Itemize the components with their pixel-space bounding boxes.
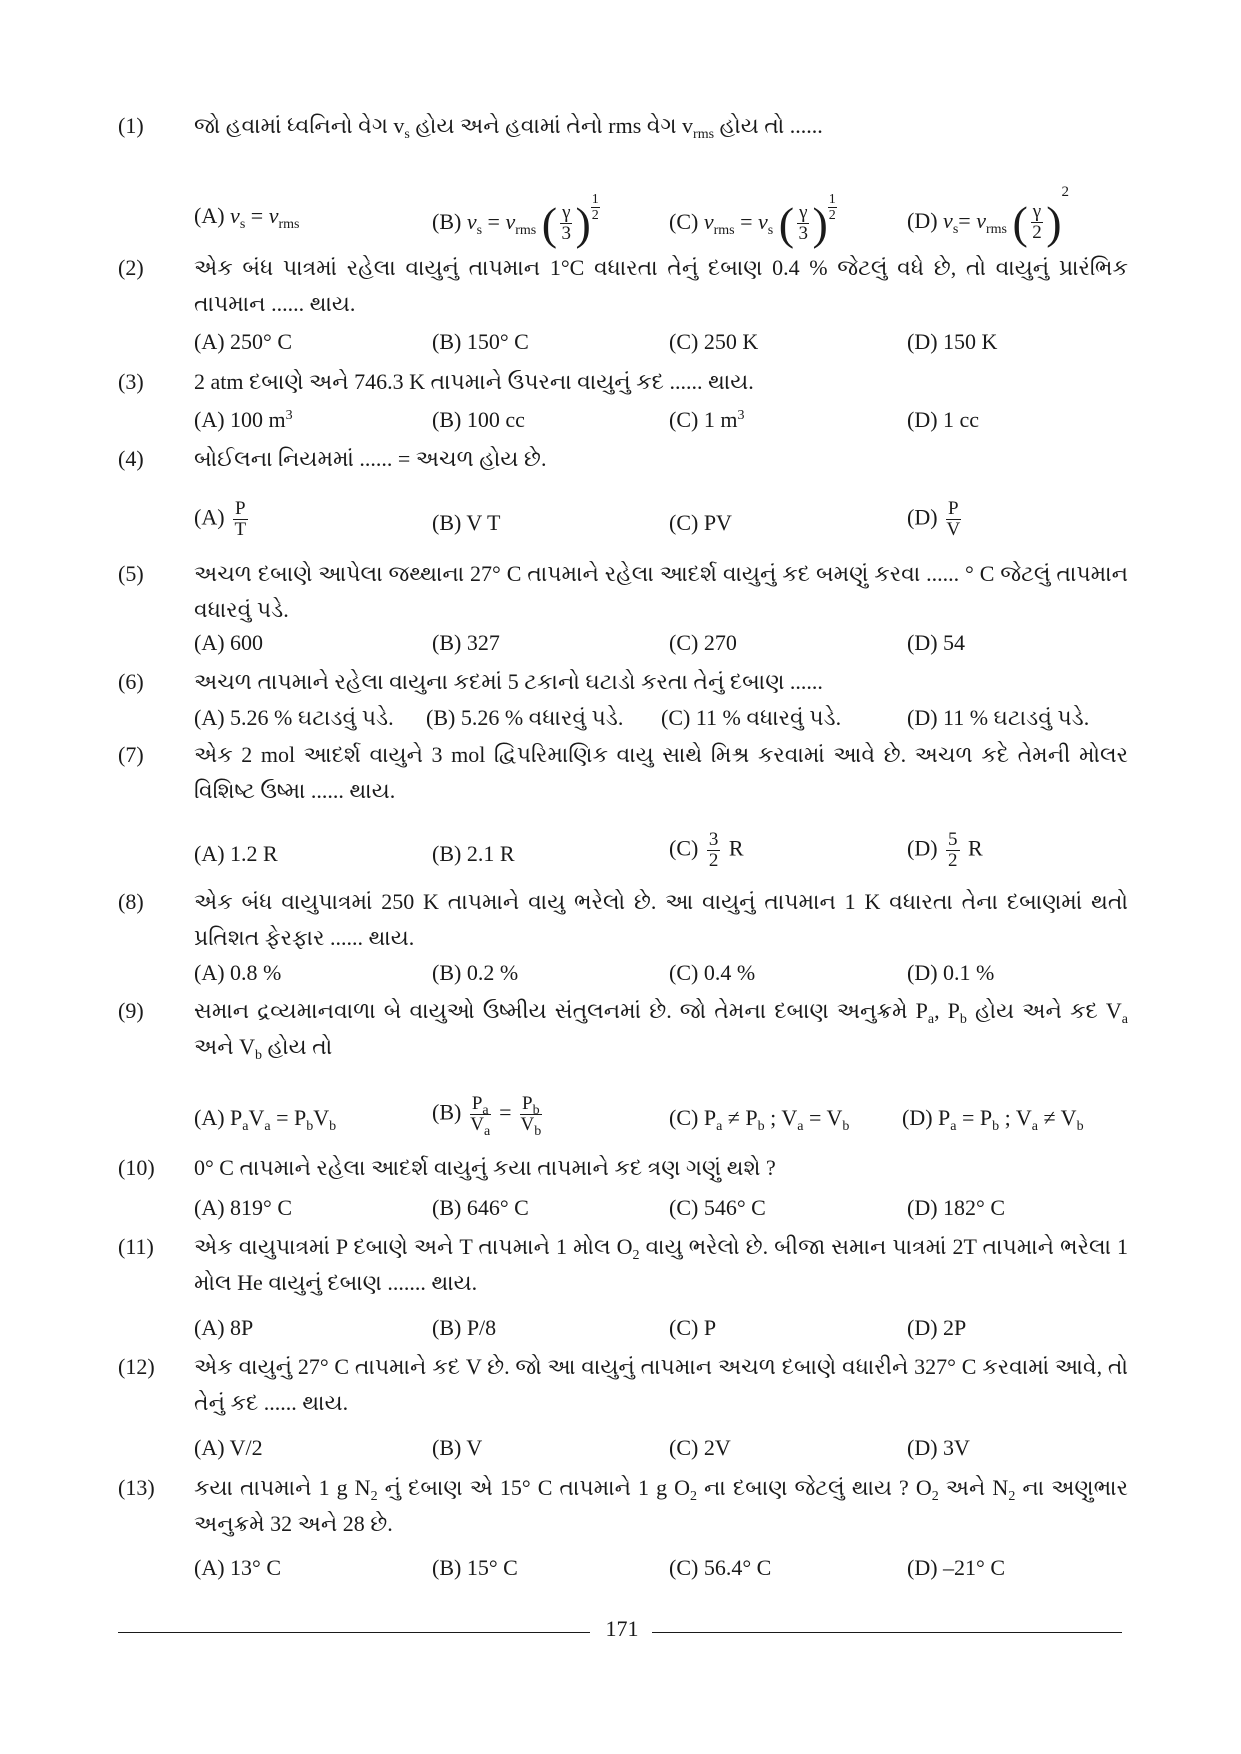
options-4 — [194, 498, 1134, 541]
question-text: બોઈલના નિયમમાં ...... = અચળ હોય છે. — [194, 446, 547, 471]
option-b: (B) 5.26 % વધારવું પડે. — [426, 705, 624, 730]
page-number: 171 — [605, 1616, 639, 1641]
question-number: (11) — [118, 1234, 154, 1259]
option-a: (A) 5.26 % ઘટાડવું પડે. — [194, 705, 394, 730]
option-a: (A) $\frac{P}{T}$ — [194, 498, 247, 540]
option-a: (A) 100 $m^3$ — [194, 407, 293, 432]
question-text: અચળ તાપમાને રહેલા વાયુના કદમાં 5 ટકાનો ઘટાડો કરતા તેનું દબાણ ...... — [194, 669, 823, 694]
option-a: (A) 13° C — [194, 1555, 282, 1580]
options-11 — [194, 1310, 1134, 1346]
question-13 — [118, 1470, 1128, 1542]
question-number: (10) — [118, 1155, 155, 1180]
question-3 — [118, 364, 1128, 400]
option-c: (C) 1 $m^3$ — [669, 407, 745, 432]
option-c: (C) $P_a \ne P_b$ ; $V_a = V_b$ — [669, 1105, 850, 1134]
option-b: (B) 646° C — [432, 1195, 529, 1220]
option-d: (D) $v_s= v_{rms}$ ( $\frac{\gamma}{2}$ )$^2$ — [907, 184, 1070, 248]
question-number: (9) — [118, 998, 144, 1023]
options-10 — [194, 1190, 1134, 1226]
option-b: (B) 327 — [432, 630, 500, 655]
option-c: (C) 11 % વધારવું પડે. — [661, 705, 842, 730]
option-b: (B) V — [432, 1435, 483, 1460]
question-number: (2) — [118, 255, 144, 280]
question-text: અચળ દબાણે આપેલા જથ્થાના 27° C તાપમાને રહેલા આદર્શ વાયુનું કદ બમણું કરવા ...... ° C જેટલું તાપમાન વધારવું પડે. — [194, 561, 1128, 622]
question-5 — [118, 556, 1128, 628]
option-b: (B) 150° C — [432, 329, 529, 354]
question-text: સમાન દ્રવ્યમાનવાળા બે વાયુઓ ઉષ્મીય સંતુલનમાં છે. જો તેમના દબાણ અનુક્રમે $P_a$, $P_b$ હોય અને કદ $V_a$ અને $V_b$ હોય તો — [194, 998, 1128, 1063]
options-3 — [194, 402, 1134, 438]
option-d: (D) $P_a = P_b$ ; $V_a \ne V_b$ — [902, 1105, 1084, 1134]
option-b: (B) 100 cc — [432, 407, 525, 432]
question-number: (7) — [118, 742, 144, 767]
options-13 — [194, 1550, 1134, 1586]
question-8 — [118, 884, 1128, 956]
question-text: 0° C તાપમાને રહેલા આદર્શ વાયુનું કયા તાપમાને કદ ત્રણ ગણું થશે ? — [194, 1155, 776, 1180]
option-c: (C) $\frac{3}{2}$ R — [669, 829, 744, 871]
option-a: (A) 600 — [194, 630, 264, 655]
question-text: કયા તાપમાને 1 g $N_2$ નું દબાણ એ 15° C તાપમાને 1 g $O_2$ ના દબાણ જેટલું થાય ? $O_2$ અને $N_2$ ના અણુભાર અનુક્રમે 32 અને 28 છે. — [194, 1475, 1128, 1536]
question-number: (1) — [118, 113, 144, 138]
options-8 — [194, 955, 1134, 991]
option-d: (D) 150 K — [907, 329, 998, 354]
option-a: (A) 8P — [194, 1315, 254, 1340]
option-d: (D) 182° C — [907, 1195, 1006, 1220]
option-b: (B) P/8 — [432, 1315, 497, 1340]
option-d: (D) 3V — [907, 1435, 970, 1460]
question-2 — [118, 250, 1128, 322]
option-d: (D) 2P — [907, 1315, 967, 1340]
option-b: (B) 15° C — [432, 1555, 518, 1580]
option-a: (A) 1.2 R — [194, 841, 278, 866]
question-4 — [118, 441, 1128, 477]
option-a: (A) 0.8 % — [194, 960, 282, 985]
question-6 — [118, 664, 1128, 700]
option-a: (A) 819° C — [194, 1195, 293, 1220]
option-c: (C) 56.4° C — [669, 1555, 772, 1580]
option-d: (D) 0.1 % — [907, 960, 995, 985]
option-c: (C) PV — [669, 510, 732, 535]
question-text: એક બંધ પાત્રમાં રહેલા વાયુનું તાપમાન 1°C વધારતા તેનું દબાણ 0.4 % જેટલું વધે છે, તો વાયુનું પ્રારંભિક તાપમાન ...... થાય. — [194, 255, 1128, 316]
question-11 — [118, 1229, 1128, 1301]
options-12 — [194, 1430, 1134, 1466]
question-text: એક વાયુપાત્રમાં P દબાણે અને T તાપમાને 1 મોલ $O_2$ વાયુ ભરેલો છે. બીજા સમાન પાત્રમાં 2T તાપમાને ભરેલા 1 મોલ He વાયુનું દબાણ ....... થાય. — [194, 1234, 1129, 1295]
question-10 — [118, 1150, 1128, 1186]
option-a: (A) 250° C — [194, 329, 293, 354]
option-a: (A) $P_aV_a = P_bV_b$ — [194, 1105, 337, 1134]
option-d: (D) –21° C — [907, 1555, 1006, 1580]
question-text: એક વાયુનું 27° C તાપમાને કદ V છે. જો આ વાયુનું તાપમાન અચળ દબાણે વધારીને 327° C કરવામાં આવે, તો તેનું કદ ...... થાય. — [194, 1354, 1128, 1415]
footer-rule-left — [118, 1632, 590, 1633]
question-number: (3) — [118, 369, 144, 394]
question-7 — [118, 737, 1128, 809]
option-c: (C) 250 K — [669, 329, 759, 354]
question-9 — [118, 993, 1128, 1065]
option-c: (C) 0.4 % — [669, 960, 756, 985]
option-d: (D) 11 % ઘટાડવું પડે. — [907, 705, 1090, 730]
option-b: (B) V T — [432, 510, 501, 535]
option-c: (C) 546° C — [669, 1195, 766, 1220]
options-1 — [194, 184, 1134, 249]
option-a: (A) V/2 — [194, 1435, 263, 1460]
option-c: (C) $v_{rms} = v_s$ ( $\frac{\gamma}{3}$ ) $\frac{1}{2}$ — [669, 192, 836, 249]
question-1 — [118, 108, 1128, 144]
question-number: (13) — [118, 1475, 155, 1500]
options-7 — [194, 829, 1134, 872]
question-number: (12) — [118, 1354, 155, 1379]
footer-rule-right — [652, 1632, 1122, 1633]
question-text: જો હવામાં ધ્વનિનો વેગ $v_s$ હોય અને હવામાં તેનો rms વેગ $v_{rms}$ હોય તો ...... — [194, 113, 823, 142]
option-d: (D) $\frac{5}{2}$ R — [907, 829, 983, 871]
option-c: (C) 2V — [669, 1435, 731, 1460]
question-number: (5) — [118, 561, 144, 586]
options-5 — [194, 625, 1134, 661]
option-c: (C) P — [669, 1315, 717, 1340]
option-d: (D) 1 cc — [907, 407, 980, 432]
question-12 — [118, 1349, 1128, 1421]
options-9 — [194, 1093, 1134, 1139]
option-b: (B) $\frac{P_a}{V_a}$ = $\frac{P_b}{V_b}$ — [432, 1093, 542, 1139]
question-number: (8) — [118, 889, 144, 914]
question-number: (6) — [118, 669, 144, 694]
option-d: (D) 54 — [907, 630, 966, 655]
option-b: (B) 2.1 R — [432, 841, 515, 866]
option-c: (C) 270 — [669, 630, 737, 655]
options-6 — [194, 700, 1134, 736]
option-d: (D) $\frac{P}{V}$ — [907, 498, 961, 540]
question-text: એક 2 mol આદર્શ વાયુને 3 mol દ્વિપરિમાણિક વાયુ સાથે મિશ્ર કરવામાં આવે છે. અચળ કદે તેમની મોલર વિશિષ્ટ ઉષ્મા ...... થાય. — [194, 742, 1128, 803]
option-b: (B) $v_s = v_{rms}$ ( $\frac{\gamma}{3}$ ) $\frac{1}{2}$ — [432, 192, 599, 249]
question-number: (4) — [118, 446, 144, 471]
option-a: (A) $v_s = v_{rms}$ — [194, 203, 300, 232]
option-b: (B) 0.2 % — [432, 960, 519, 985]
options-2 — [194, 324, 1134, 360]
question-text: એક બંધ વાયુપાત્રમાં 250 K તાપમાને વાયુ ભરેલો છે. આ વાયુનું તાપમાન 1 K વધારતા તેના દબાણમાં થતો પ્રતિશત ફેરફાર ...... થાય. — [194, 889, 1128, 950]
question-text: 2 atm દબાણે અને 746.3 K તાપમાને ઉપરના વાયુનું કદ ...... થાય. — [194, 369, 754, 394]
